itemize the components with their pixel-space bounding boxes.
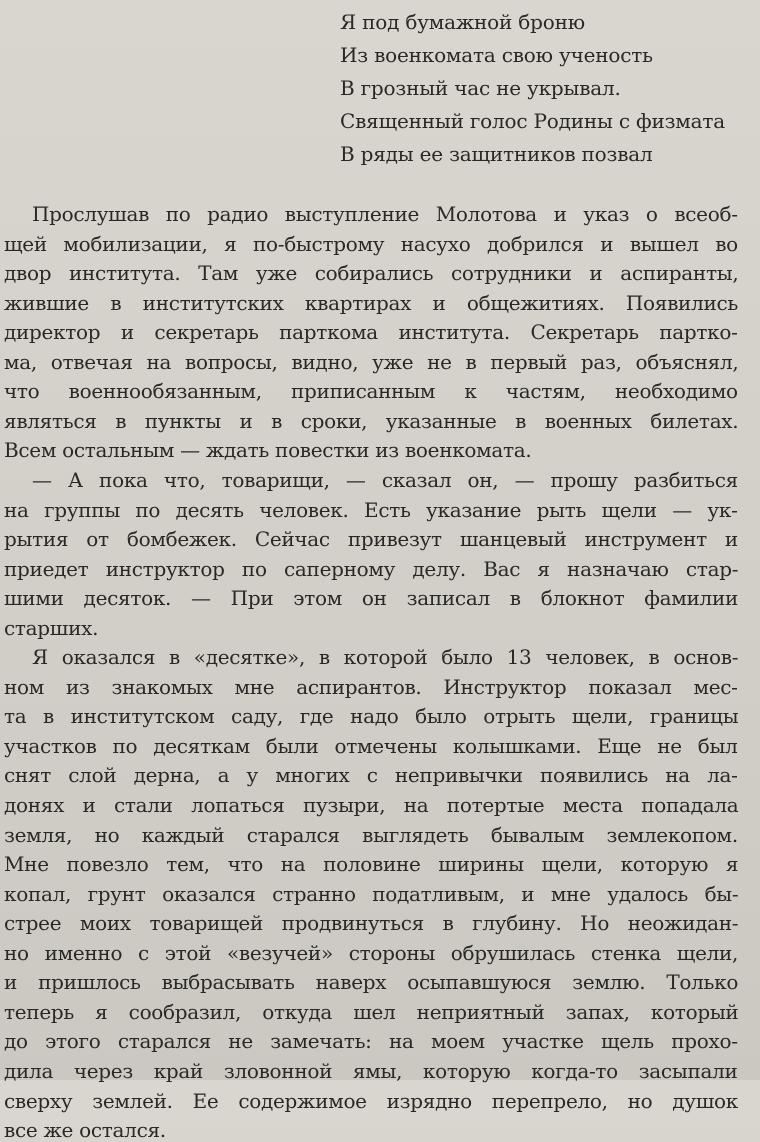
text-line: дила через край зловонной ямы, которую когда-то засыпали (4, 1058, 738, 1083)
text-line: сверху землей. Ее содержимое изрядно перепрело, но душок (4, 1088, 738, 1113)
text-line: копал, грунт оказался странно податливым, и мне удалось бы- (4, 881, 739, 906)
poem-line: Из военкомата свою ученость (340, 43, 653, 67)
text-line: земля, но каждый старался выглядеть бывалым землекопом. (4, 822, 738, 847)
text-line: теперь я сообразил, откуда шел неприятный запах, который (4, 999, 739, 1024)
text-line: все же остался. (4, 1118, 166, 1142)
poem-line: В грозный час не укрывал. (340, 76, 621, 100)
text-line: до этого старался не замечать: на моем участке щель прохо- (4, 1029, 738, 1054)
text-line: участков по десяткам были отмечены колышками. Еще не был (4, 733, 738, 758)
text-line: приедет инструктор по саперному делу. Вас я назначаю стар- (4, 556, 739, 581)
text-line: — А пока что, товарищи, — сказал он, — прошу разбиться (32, 467, 738, 492)
text-line: Мне повезло тем, что на половине ширины щели, которую я (4, 852, 739, 877)
poem-line: Я под бумажной броню (340, 10, 585, 34)
poem-line: Священный голос Родины с физмата (340, 109, 725, 133)
poem-line: В ряды ее защитников позвал (340, 142, 653, 166)
text-line: щей мобилизации, я по-быстрому насухо добрился и вышел во (4, 231, 738, 256)
text-line: жившие в институтских квартирах и общежитиях. Появились (4, 290, 739, 315)
text-line: донях и стали лопаться пузыри, на потертые места попадала (4, 793, 739, 817)
text-line: стрее моих товарищей продвинуться в глубину. Но неожидан- (4, 911, 739, 936)
text-line: снят слой дерна, а у многих с непривычки появились на ла- (4, 763, 738, 788)
text-line: та в институтском саду, где надо было отрыть щели, границы (4, 704, 739, 729)
text-line: двор института. Там уже собирались сотрудники и аспиранты, (4, 261, 739, 286)
text-line: что военнообязанным, приписанным к частям, необходимо (4, 379, 738, 404)
text-line: являться в пункты и в сроки, указанные в военных билетах. (4, 408, 739, 433)
text-line: ма, отвечая на вопросы, видно, уже не в первый раз, объяснял, (4, 349, 739, 374)
text-line: на группы по десять человек. Есть указание рыть щели — ук- (4, 497, 738, 522)
text-line: старших. (4, 615, 99, 640)
text-line: и пришлось выбрасывать наверх осыпавшуюся землю. Только (4, 970, 739, 995)
text-line: Всем остальным — ждать повестки из военкомата. (4, 438, 532, 463)
text-line: директор и секретарь парткома института. Секретарь партко- (4, 320, 738, 345)
text-line: Я оказался в «десятке», в которой было 13 человек, в основ- (32, 645, 739, 670)
text-line: но именно с этой «везучей» стороны обрушилась стенка щели, (4, 940, 739, 965)
text-line: ном из знакомых мне аспирантов. Инструктор показал мес- (4, 674, 738, 699)
text-line: Прослушав по радио выступление Молотова и указ о всеоб- (32, 202, 738, 226)
text-line: рытия от бомбежек. Сейчас привезут шанцевый инструмент и (4, 527, 738, 552)
text-line: шими десяток. — При этом он записал в блокнот фамилии (4, 586, 739, 611)
poem-epigraph (340, 6, 725, 171)
